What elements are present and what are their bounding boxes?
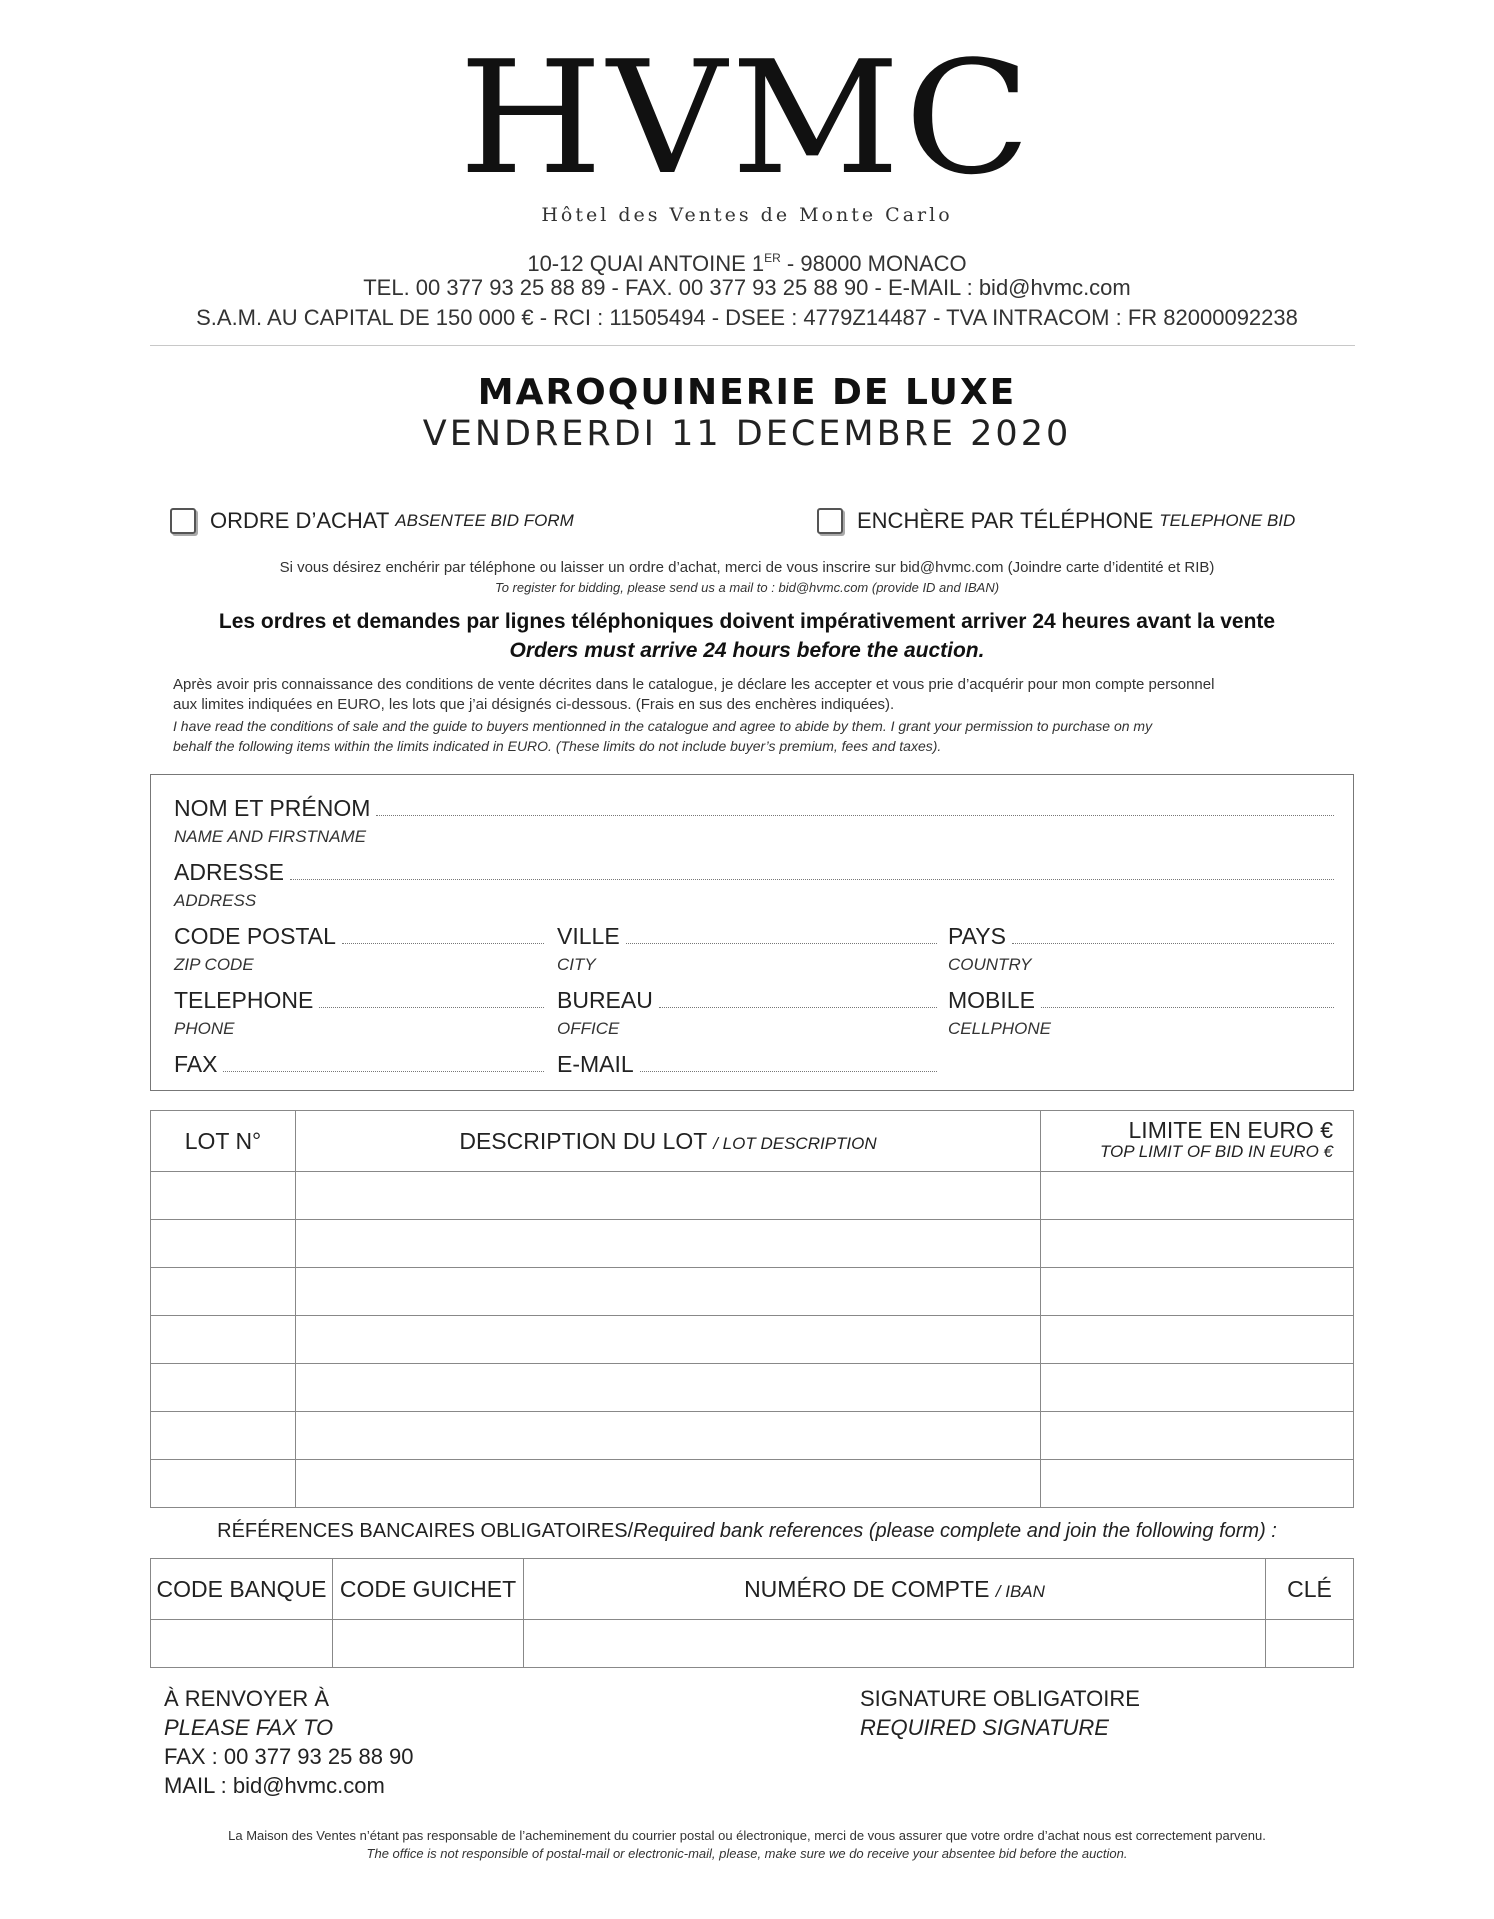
bank-table-header	[151, 1559, 1354, 1620]
deadline-en: Orders must arrive 24 hours before the auction.	[509, 639, 985, 662]
lot-description-header	[296, 1111, 1041, 1172]
name-label-en: NAME AND FIRSTNAME	[174, 827, 367, 846]
lot-number-cell[interactable]	[151, 1268, 296, 1316]
table-row	[151, 1172, 1354, 1220]
lot-number-cell[interactable]	[151, 1316, 296, 1364]
city-label-en: CITY	[557, 955, 596, 974]
office-field[interactable]	[557, 987, 937, 1014]
address-sup: ER	[764, 251, 781, 265]
city-label: VILLE	[557, 923, 620, 949]
terms-en-2: behalf the following items within the limits indicated in EURO. (These limits do not include buyer’s premium, fees and taxes).	[173, 738, 942, 754]
return-to-fr: À RENVOYER À	[164, 1686, 330, 1711]
address-label-en: ADDRESS	[174, 891, 257, 910]
bank-references-title-en: Required bank references (please complete and join the following form) :	[633, 1520, 1277, 1542]
telephone-bid-checkbox[interactable]	[817, 508, 843, 534]
sale-title: MAROQUINERIE DE LUXE	[477, 372, 1017, 413]
absentee-bid-label: ORDRE D’ACHAT	[210, 508, 390, 533]
legal-line: S.A.M. AU CAPITAL DE 150 000 € - RCI : 11505494 - DSEE : 4779Z14487 - TVA INTRACOM : FR 82000092238	[196, 305, 1298, 330]
zip-field[interactable]	[174, 923, 544, 950]
table-row	[151, 1220, 1354, 1268]
absentee-bid-option[interactable]	[170, 508, 574, 534]
lot-description-cell[interactable]	[296, 1172, 1041, 1220]
register-text-en: To register for bidding, please send us a mail to : bid@hvmc.com (provide ID and IBAN)	[494, 580, 1000, 595]
key-header	[1266, 1559, 1354, 1620]
limit-cell[interactable]	[1041, 1412, 1354, 1460]
name-input-line[interactable]	[376, 814, 1334, 816]
email-field[interactable]	[557, 1051, 937, 1078]
branch-code-cell[interactable]	[333, 1620, 524, 1668]
limit-cell[interactable]	[1041, 1172, 1354, 1220]
key-cell[interactable]	[1266, 1620, 1354, 1668]
city-field[interactable]	[557, 923, 937, 950]
account-number-label-en: / IBAN	[995, 1581, 1045, 1601]
zip-label-en: ZIP CODE	[174, 955, 254, 974]
logo-mark: HVMC	[458, 27, 1036, 209]
key-label: CLÉ	[1287, 1575, 1332, 1602]
table-row	[151, 1460, 1354, 1508]
mobile-label: MOBILE	[948, 987, 1035, 1013]
limit-cell[interactable]	[1041, 1364, 1354, 1412]
lot-description-cell[interactable]	[296, 1412, 1041, 1460]
limit-header	[1041, 1111, 1354, 1172]
fax-field[interactable]	[174, 1051, 544, 1078]
limit-header-label: LIMITE EN EURO €	[1128, 1117, 1333, 1143]
lot-description-cell[interactable]	[296, 1460, 1041, 1508]
limit-cell[interactable]	[1041, 1316, 1354, 1364]
disclaimer-en: The office is not responsible of postal-mail or electronic-mail, please, make sure we do receive your absentee bid before the auction.	[366, 1846, 1128, 1861]
header-divider	[150, 345, 1355, 346]
country-label: PAYS	[948, 923, 1006, 949]
bank-code-header	[151, 1559, 333, 1620]
lot-description-header-label: DESCRIPTION DU LOT	[459, 1127, 707, 1154]
fax-input-line[interactable]	[223, 1070, 544, 1072]
address-suffix: - 98000 MONACO	[780, 251, 967, 276]
absentee-bid-checkbox[interactable]	[170, 508, 196, 534]
email-input-line[interactable]	[640, 1070, 937, 1072]
terms-fr-2: aux limites indiquées en EURO, les lots que j’ai désignés ci-dessous. (Frais en sus des enchères indiquées).	[173, 696, 895, 713]
branch-code-header	[333, 1559, 524, 1620]
branch-code-label: CODE GUICHET	[339, 1575, 517, 1602]
name-label: NOM ET PRÉNOM	[174, 795, 371, 821]
lot-description-cell[interactable]	[296, 1316, 1041, 1364]
telephone-bid-option[interactable]	[817, 508, 1295, 534]
limit-cell[interactable]	[1041, 1220, 1354, 1268]
address-input-line[interactable]	[290, 878, 1334, 880]
table-row	[151, 1316, 1354, 1364]
office-label: BUREAU	[557, 987, 653, 1013]
hvmc-logo	[0, 27, 1494, 226]
telephone-bid-label: ENCHÈRE PAR TÉLÉPHONE	[857, 508, 1154, 533]
lots-table-header	[151, 1111, 1354, 1172]
mobile-label-en: CELLPHONE	[948, 1019, 1051, 1038]
country-field[interactable]	[948, 923, 1334, 950]
absentee-bid-label-en: ABSENTEE BID FORM	[395, 511, 574, 530]
contact-line: TEL. 00 377 93 25 88 89 - FAX. 00 377 93 25 88 90 - E-MAIL : bid@hvmc.com	[363, 275, 1131, 300]
account-number-label: NUMÉRO DE COMPTE	[744, 1575, 990, 1602]
lot-number-cell[interactable]	[151, 1172, 296, 1220]
lot-number-cell[interactable]	[151, 1364, 296, 1412]
signature-label-fr: SIGNATURE OBLIGATOIRE	[860, 1686, 1140, 1711]
table-row	[151, 1268, 1354, 1316]
lot-number-header	[151, 1111, 296, 1172]
bank-table	[150, 1558, 1354, 1668]
address-label: ADRESSE	[174, 859, 284, 885]
limit-cell[interactable]	[1041, 1460, 1354, 1508]
table-row	[151, 1364, 1354, 1412]
bank-code-label: CODE BANQUE	[156, 1575, 327, 1602]
lot-number-cell[interactable]	[151, 1412, 296, 1460]
lot-description-cell[interactable]	[296, 1220, 1041, 1268]
address-field[interactable]	[174, 859, 1334, 886]
signature-label-en: REQUIRED SIGNATURE	[860, 1715, 1109, 1740]
return-block	[164, 1684, 414, 1800]
zip-label: CODE POSTAL	[174, 923, 336, 949]
zip-input-line[interactable]	[342, 942, 544, 944]
phone-field[interactable]	[174, 987, 544, 1014]
bank-references-title-fr: RÉFÉRENCES BANCAIRES OBLIGATOIRES/	[217, 1520, 634, 1542]
fax-label: FAX	[174, 1051, 218, 1077]
disclaimer-fr: La Maison des Ventes n’étant pas responsable de l’acheminement du courrier postal ou électronique, merci de vous assurer que votre ordre d’achat nous est correctement parvenu.	[228, 1828, 1266, 1843]
mobile-field[interactable]	[948, 987, 1334, 1014]
country-input-line[interactable]	[1012, 942, 1334, 944]
lot-description-cell[interactable]	[296, 1364, 1041, 1412]
telephone-bid-label-en: TELEPHONE BID	[1159, 511, 1296, 530]
return-mail[interactable]: MAIL : bid@hvmc.com	[164, 1773, 385, 1798]
lot-description-cell[interactable]	[296, 1268, 1041, 1316]
terms-fr-1: Après avoir pris connaissance des conditions de vente décrites dans le catalogue, je déclare les accepter et vous prie d’acquérir pour mon compte personnel	[173, 676, 1215, 693]
bank-code-cell[interactable]	[151, 1620, 333, 1668]
signature-block	[860, 1684, 1140, 1742]
return-to-en: PLEASE FAX TO	[164, 1715, 334, 1740]
terms-en-1: I have read the conditions of sale and the guide to buyers mentionned in the catalogue and agree to abide by them. I grant your permission to purchase on my	[173, 718, 1153, 734]
phone-label-en: PHONE	[174, 1019, 235, 1038]
lot-description-header-en: / LOT DESCRIPTION	[713, 1133, 877, 1153]
table-row	[151, 1620, 1354, 1668]
logo-subtitle: Hôtel des Ventes de Monte Carlo	[541, 204, 953, 226]
city-input-line[interactable]	[626, 942, 937, 944]
lot-number-cell[interactable]	[151, 1460, 296, 1508]
country-label-en: COUNTRY	[948, 955, 1032, 974]
identity-form	[150, 774, 1354, 1091]
phone-label: TELEPHONE	[174, 987, 314, 1013]
address-prefix: 10-12 QUAI ANTOINE 1	[527, 251, 765, 276]
email-label: E-MAIL	[557, 1051, 634, 1077]
return-fax: FAX : 00 377 93 25 88 90	[164, 1744, 414, 1769]
account-number-cell[interactable]	[524, 1620, 1266, 1668]
account-number-header	[524, 1559, 1266, 1620]
lots-table	[150, 1110, 1354, 1508]
lot-number-header-label: LOT N°	[184, 1127, 262, 1154]
phone-input-line[interactable]	[319, 1006, 544, 1008]
limit-header-en: TOP LIMIT OF BID IN EURO €	[1099, 1142, 1333, 1161]
sale-date: VENDRERDI 11 DECEMBRE 2020	[422, 414, 1072, 454]
bank-references-title	[0, 1520, 1494, 1543]
name-field[interactable]	[174, 795, 1334, 822]
limit-cell[interactable]	[1041, 1268, 1354, 1316]
table-row	[151, 1412, 1354, 1460]
office-label-en: OFFICE	[557, 1019, 620, 1038]
mobile-input-line[interactable]	[1041, 1006, 1334, 1008]
lot-number-cell[interactable]	[151, 1220, 296, 1268]
office-input-line[interactable]	[659, 1006, 937, 1008]
register-text-fr: Si vous désirez enchérir par téléphone ou laisser un ordre d’achat, merci de vous inscrire sur bid@hvmc.com (Joindre carte d’identité et RIB)	[279, 559, 1215, 576]
deadline-fr: Les ordres et demandes par lignes téléphoniques doivent impérativement arriver 24 heures avant la vente	[218, 610, 1276, 633]
